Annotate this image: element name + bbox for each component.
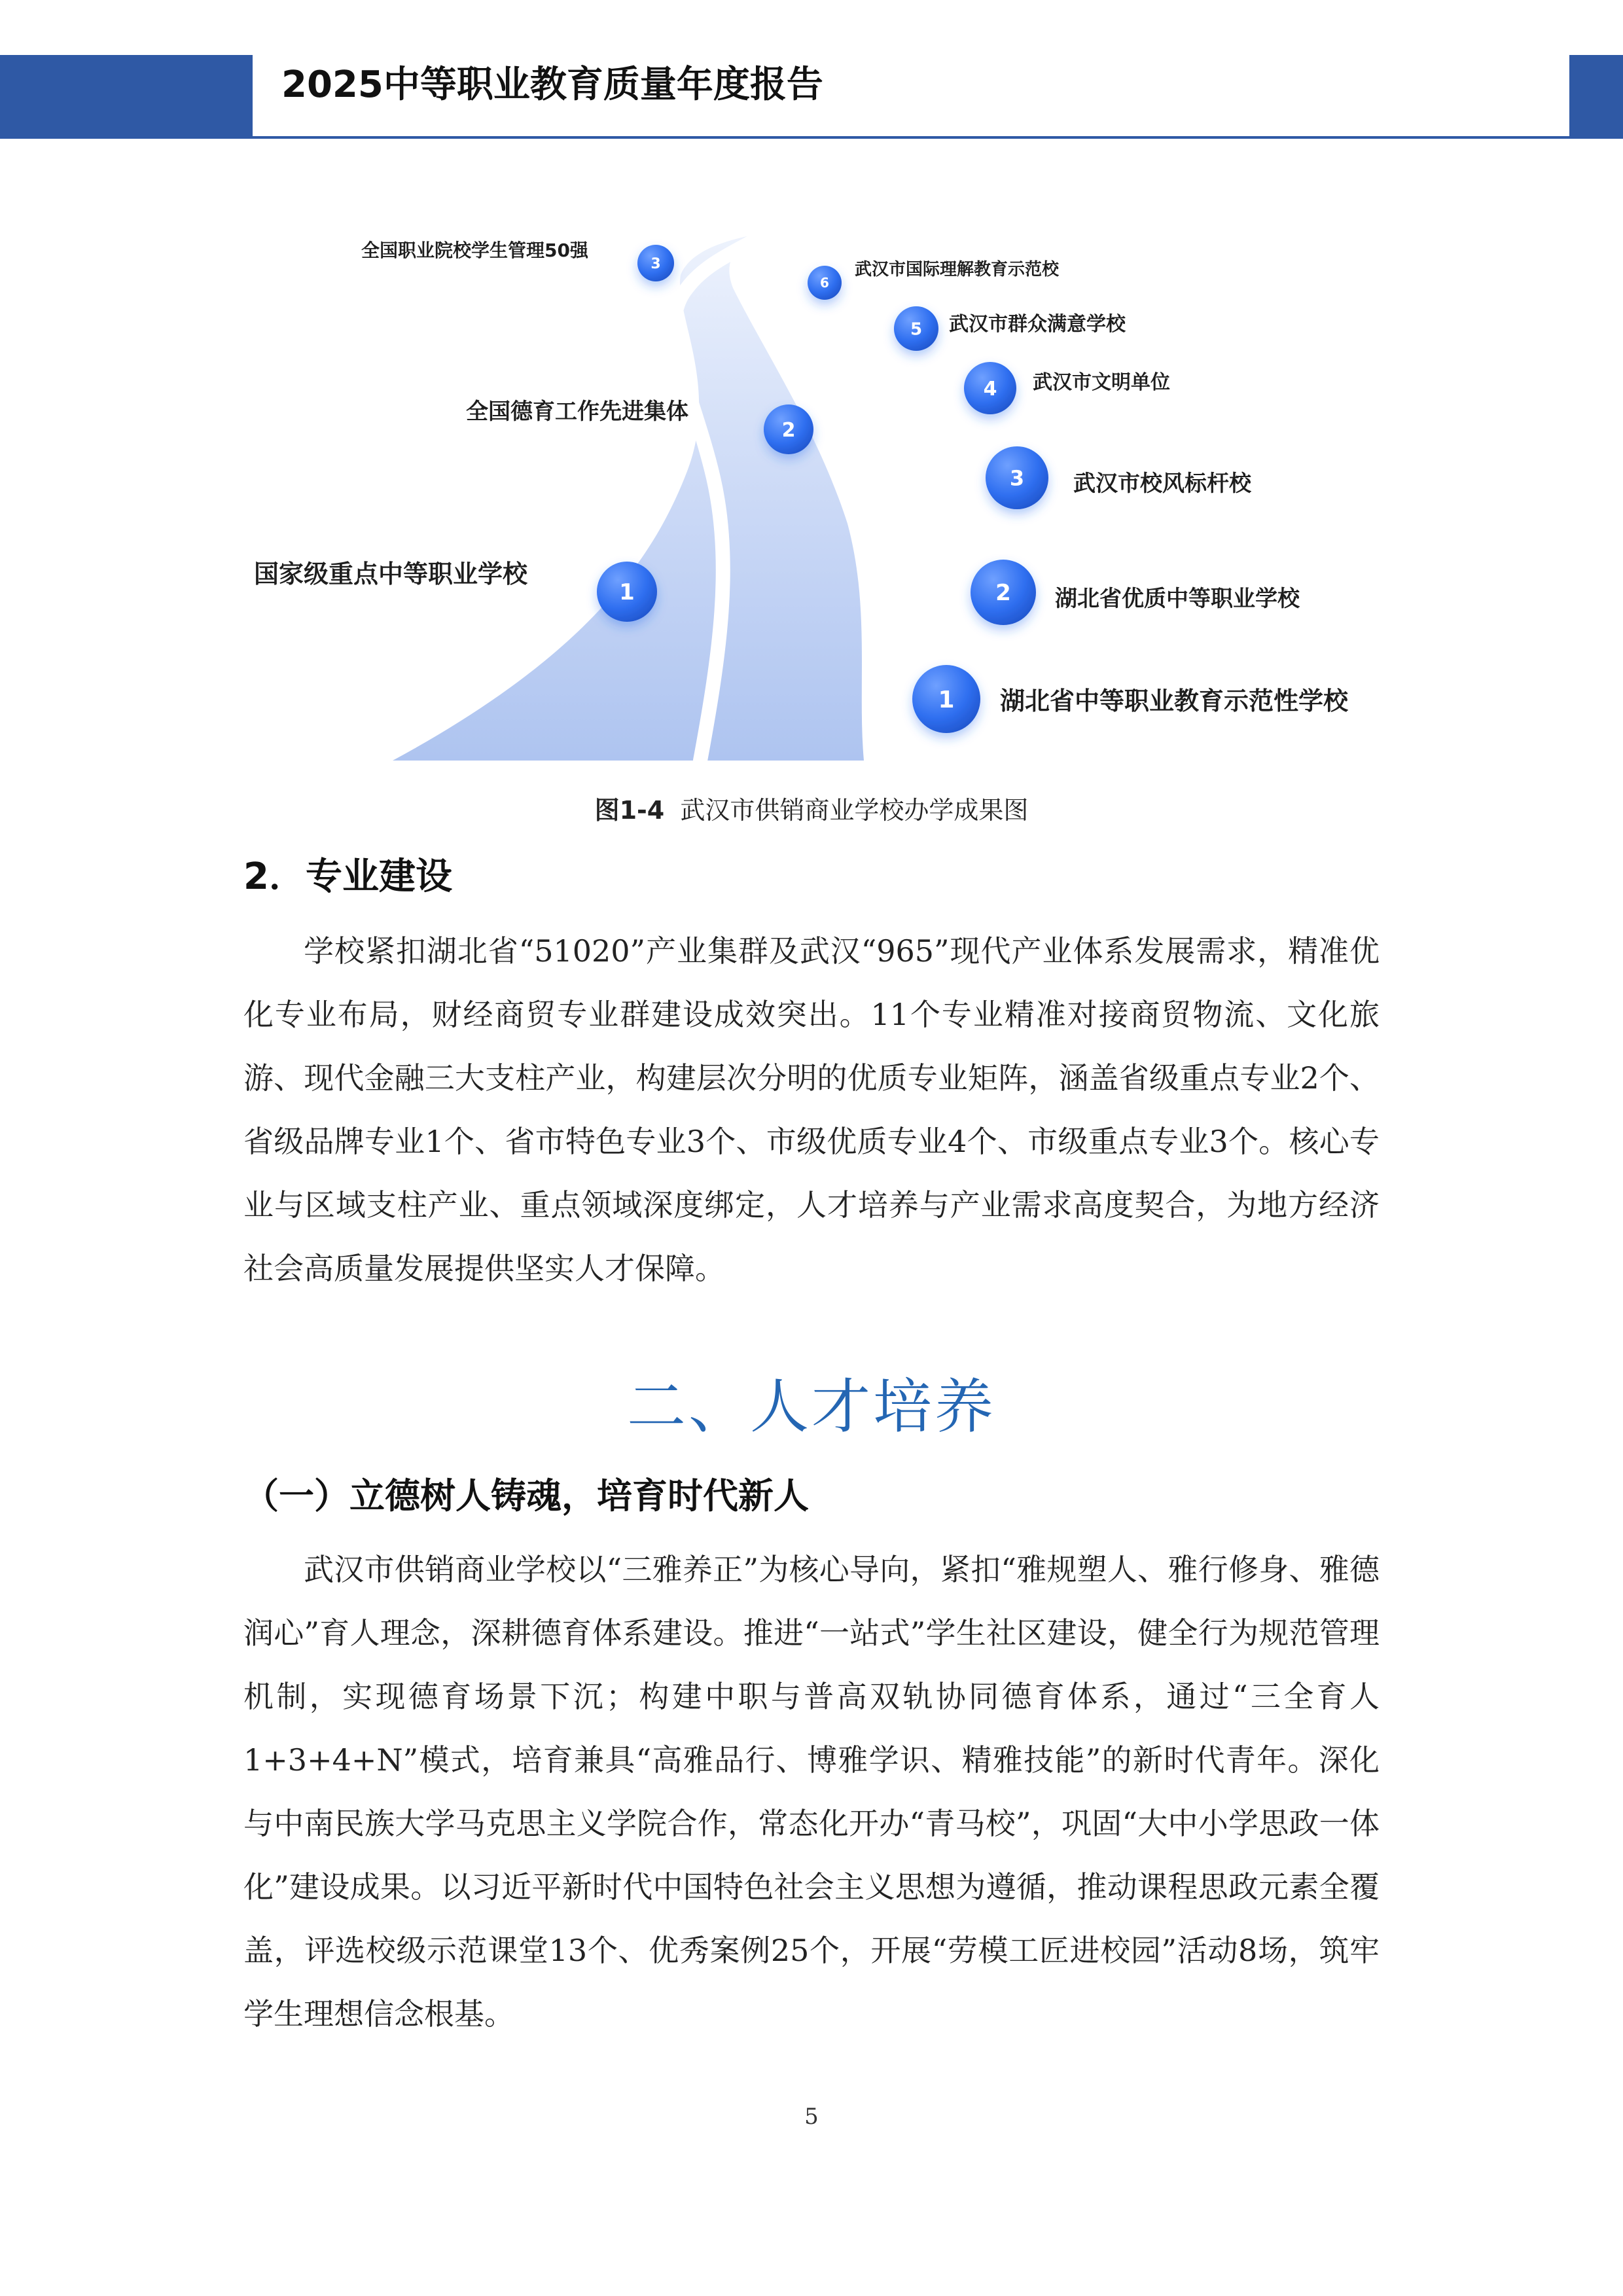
- figure-caption: [0, 792, 1623, 829]
- right-milestone-number: 1: [938, 686, 955, 713]
- section-paragraph: 学校紧扣湖北省“51020”产业集群及武汉“965”现代产业体系发展需求，精准优化专业布局，财经商贸专业群建设成效突出。11个专业精准对接商贸物流、文化旅游、现代金融三大支柱产业，构建层次分明的优质专业矩阵，涵盖省级重点专业2个、省级品牌专业1个、省市特色专业3个、市级优质专业4个、市级重点专业3个。核心专业与区域支柱产业、重点领域深度绑定，人才培养与产业需求高度契合，为地方经济社会高质量发展提供坚实人才保障。: [243, 933, 1380, 1286]
- right-milestone-number: 6: [820, 275, 829, 291]
- right-milestone-number: 5: [910, 319, 923, 340]
- left-milestone-label: 国家级重点中等职业学校: [254, 560, 528, 588]
- right-milestone-number: 3: [1009, 465, 1025, 491]
- left-milestone-number: 2: [781, 418, 796, 442]
- achievement-road-figure: [0, 0, 1623, 772]
- figure-caption-text: 武汉市供销商业学校办学成果图: [680, 796, 1029, 825]
- right-milestone-label: 武汉市群众满意学校: [949, 313, 1126, 336]
- right-milestone-number: 4: [983, 377, 997, 401]
- chapter-paragraph: 武汉市供销商业学校以“三雅养正”为核心导向，紧扣“雅规塑人、雅行修身、雅德润心”育人理念，深耕德育体系建设。推进“一站式”学生社区建设，健全行为规范管理机制，实现德育场景下沉；构建中职与普高双轨协同德育体系，通过“三全育人1+3+4+N”模式，培育兼具“高雅品行、博雅学识、精雅技能”的新时代青年。深化与中南民族大学马克思主义学院合作，常态化开办“青马校”，巩固“大中小学思政一体化”建设成果。以习近平新时代中国特色社会主义思想为遵循，推动课程思政元素全覆盖，评选校级示范课堂13个、优秀案例25个，开展“劳模工匠进校园”活动8场，筑牢学生理想信念根基。: [243, 1552, 1380, 2032]
- road-surface: [393, 230, 864, 761]
- right-milestone-label: 湖北省优质中等职业学校: [1055, 586, 1300, 612]
- left-milestone-label: 全国职业院校学生管理50强: [361, 240, 588, 261]
- right-milestone-number: 2: [995, 580, 1011, 607]
- right-milestone-label: 武汉市文明单位: [1033, 371, 1170, 394]
- section-heading: 2．专业建设: [243, 855, 452, 898]
- chapter-title: 二、人才培养: [627, 1372, 996, 1441]
- right-milestone-label: 湖北省中等职业教育示范性学校: [1000, 687, 1349, 715]
- report-title: 2025中等职业教育质量年度报告: [281, 63, 823, 106]
- subsection-heading: （一）立德树人铸魂，培育时代新人: [243, 1475, 809, 1516]
- left-milestone-number: 1: [619, 579, 635, 606]
- left-milestone-number: 3: [651, 255, 661, 272]
- right-milestone-label: 武汉市校风标杆校: [1073, 471, 1251, 497]
- figure-number: 图1-4: [594, 796, 665, 825]
- left-milestone-label: 全国德育工作先进集体: [466, 399, 688, 425]
- page-number: 5: [804, 2104, 819, 2130]
- right-milestone-label: 武汉市国际理解教育示范校: [855, 260, 1060, 279]
